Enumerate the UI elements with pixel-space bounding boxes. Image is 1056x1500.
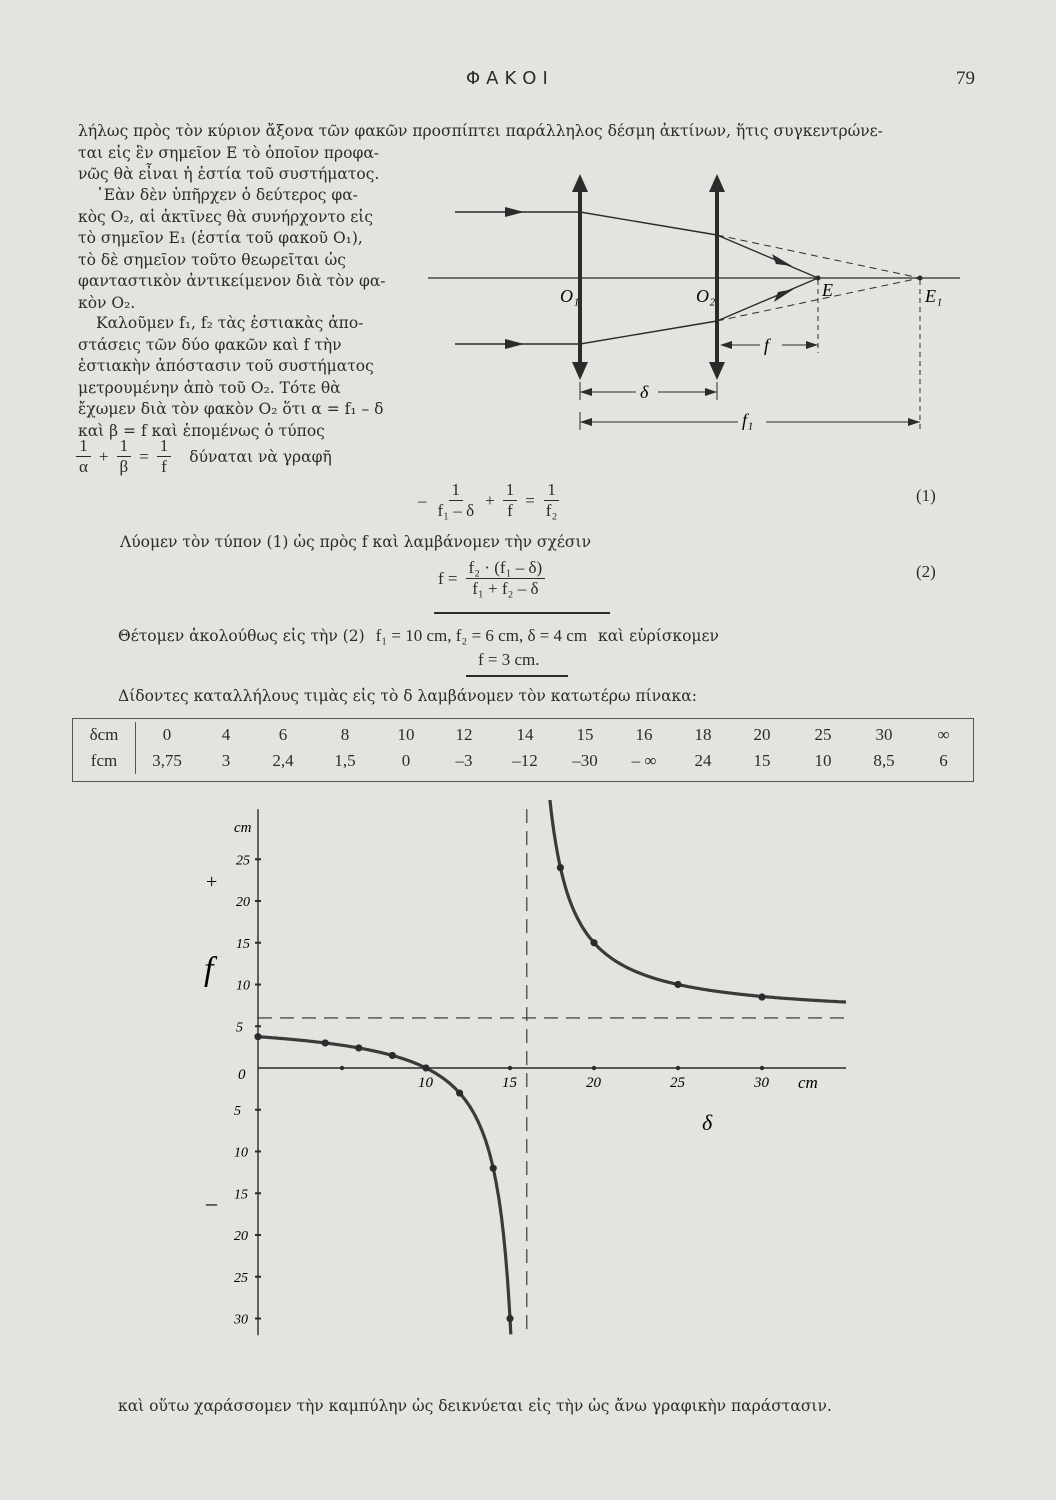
data-point [590,939,597,946]
equation-1-label: (1) [916,486,936,505]
y-tick-label: 20 [236,895,250,910]
table-cell: 30 [875,725,893,744]
text-line: Καλοῦμεν f₁, f₂ τὰς ἑστιακὰς ἀπο- [96,314,364,332]
denominator: α [79,457,88,476]
dimension-arrow [908,418,920,426]
x-tick-mark [760,1066,764,1070]
data-point [389,1052,396,1059]
label-o1: O₁ [560,286,580,306]
table-cell: 10 [814,751,832,770]
equation-2 [438,558,545,599]
text-line: κὸν O₂. [78,293,136,312]
result-underline [466,675,568,677]
final-ray-bottom [717,278,818,321]
y-tick-label: 10 [234,1145,248,1161]
values-table [72,718,974,782]
refracted-ray-top [580,212,717,235]
x-tick-label: 25 [670,1075,685,1091]
final-ray-top [717,235,818,278]
text-line: ται εἰς ἓν σημεῖον E τὸ ὁποῖον προφα- [78,143,380,162]
numerator: 1 [157,436,172,457]
y-tick-label: 10 [236,978,250,994]
table-cell: –12 [512,751,538,770]
dimension-arrow [580,418,592,426]
y-tick-label: 5 [236,1020,243,1036]
table-cell: 6 [278,725,288,744]
formula-continuation: δύναται νὰ γραφῆ [189,447,332,466]
x-axis-title: δ [702,1110,713,1135]
table-cell: 4 [221,725,231,744]
denominator: β [119,457,129,476]
x-unit-label: cm [798,1073,818,1092]
x-tick-mark [340,1066,344,1070]
text-line: καὶ β = f καὶ ἑπομένως ὁ τύπος [78,421,325,440]
y-zero-label: 0 [238,1067,246,1083]
x-tick-mark [592,1066,596,1070]
x-tick-mark [508,1066,512,1070]
data-point [254,1033,261,1040]
text-line: τὸ δὲ σημεῖον τοῦτο θεωρεῖται ὡς [78,250,346,269]
numerator: 1 [544,480,559,501]
equation-2-label: (2) [916,562,936,581]
text-line: ᾿Εὰν δὲν ὑπῆρχεν ὁ δεύτερος φα- [96,186,358,204]
y-tick-label: 20 [234,1229,248,1244]
table-cell: 3,75 [152,751,182,770]
equals-sign: = [525,490,535,510]
virtual-ray-top [717,235,920,278]
plus-sign: + [485,490,495,510]
table-cell: 8 [340,725,350,744]
table-cell: 25 [814,725,832,744]
text-line: φανταστικὸν ἀντικείμενον διὰ τὸν φα- [78,272,386,290]
data-point [674,981,681,988]
label-f: f [764,335,770,355]
table-cell: 12 [455,725,473,744]
y-unit-label: cm [234,820,252,836]
solve-text: Λύομεν τὸν τύπον (1) ὡς πρὸς f καὶ λαμβάνομεν τὴν σχέσιν [120,533,592,551]
lens-o1 [572,174,588,380]
x-tick-label: 15 [502,1075,517,1091]
y-tick-label: 25 [234,1270,248,1286]
page-number: 79 [956,68,975,89]
ray-arrow [505,339,524,349]
table-cell: 16 [635,725,653,744]
y-tick-label: 30 [234,1312,248,1328]
data-point [506,1315,513,1322]
focal-point-e1 [918,276,923,281]
x-tick-mark [676,1066,680,1070]
table-row-label: fcm [73,748,136,774]
lens-o2 [709,174,725,380]
y-axis-title: f [204,951,214,988]
focal-point-e [816,276,821,281]
table-cell: 6 [939,751,948,770]
substitution-result: f = 3 cm. [478,650,540,669]
text-line: ἑστιακὴν ἀπόστασιν τοῦ συστήματος [78,357,374,375]
table-cell: –30 [572,751,598,770]
y-tick-label: 15 [236,936,250,952]
table-cell: 15 [576,725,594,744]
lens-system-diagram [420,168,970,438]
numerator: 1 [117,436,132,457]
table-cell: 0 [401,751,411,770]
text-line: κὸς O₂, αἱ ἀκτῖνες θὰ συνήρχοντο εἰς [78,207,374,226]
substitution-tail: καὶ εὑρίσκομεν [598,627,719,645]
table-cell: 20 [753,725,771,744]
text-line: τὸ σημεῖον E₁ (ἑστία τοῦ φακοῦ O₁), [78,229,363,247]
label-f1: f₁ [742,410,754,430]
table-cell: 15 [753,751,771,770]
denominator: f₁ – δ [437,501,475,520]
table-cell: – ∞ [631,751,657,770]
substitution-line [118,625,719,648]
minus-sign: – [418,490,427,510]
table-row [73,722,973,748]
plus-sign: + [98,446,109,466]
table-row-label: δcm [73,722,136,748]
label-e1: E₁ [925,286,943,306]
y-minus-sign: – [206,1190,217,1215]
ray-arrow [505,207,524,217]
data-point [758,993,765,1000]
substitution-text: Θέτομεν ἀκολούθως εἰς τὴν (2) [118,627,365,645]
denominator: f [161,457,167,476]
table-cell: 2,4 [272,751,294,770]
data-point [422,1064,429,1071]
curve-right-branch [536,800,846,1002]
denominator: f₂ [545,501,558,520]
substitution-values: f₁ = 10 cm, f₂ = 6 cm, δ = 4 cm [375,626,588,645]
table-cell: 18 [694,725,712,744]
label-delta: δ [640,382,649,402]
dimension-arrow [705,388,717,396]
dimension-arrow [580,388,592,396]
footer-text: καὶ οὕτω χαράσσομεν τὴν καμπύλην ὡς δεικνύεται εἰς τὴν ὡς ἄνω γραφικὴν παράστασιν. [118,1397,832,1415]
paragraph-virtual-object [78,185,408,314]
curve-left-branch [258,1037,511,1335]
equation-2-underline [434,612,610,614]
numerator: 1 [449,480,464,501]
text-line: μετρουμένην ἀπὸ τοῦ O₂. Τότε θὰ [78,378,341,397]
y-tick-label: 15 [234,1187,248,1203]
y-tick-label: 5 [234,1103,241,1119]
data-point [322,1039,329,1046]
numerator: 1 [503,480,518,501]
table-cell: 24 [694,751,712,770]
denominator: f [507,501,513,520]
text-line: λήλως πρὸς τὸν κύριον ἄξονα τῶν φακῶν προσπίπτει παράλληλος δέσμη ἀκτίνων, ἥτις συγκεντρώνε- [78,122,883,140]
data-point [557,864,564,871]
text-line: νῶς θὰ εἶναι ἡ ἑστία τοῦ συστήματος. [78,165,380,183]
dimension-arrow [720,341,732,349]
equation-1 [418,480,560,521]
table-cell: 1,5 [334,751,356,770]
table-row [73,748,973,774]
page-header-title: ΦΑΚΟΙ [466,68,554,89]
equals-sign: = [139,446,149,466]
x-tick-label: 20 [586,1075,601,1091]
x-tick-label: 30 [754,1075,769,1091]
label-e: E [822,280,833,300]
table-cell: 3 [221,751,231,770]
table-cell: –3 [455,751,473,770]
table-cell: ∞ [937,725,950,744]
table-cell: 0 [162,725,172,744]
focal-length-graph [180,800,860,1360]
table-intro: Δίδοντες καταλλήλους τιμὰς εἰς τὸ δ λαμβάνομεν τὸν κατωτέρω πίνακα: [118,687,697,705]
ray-arrow [774,289,794,302]
text-line: ἔχωμεν διὰ τὸν φακὸν O₂ ὅτι α = f₁ – δ [78,400,384,418]
equation-2-lhs: f = [438,568,458,588]
lens-formula [76,436,332,477]
table-cell: 14 [516,725,534,744]
data-point [490,1165,497,1172]
x-tick-label: 10 [418,1075,433,1091]
data-point [456,1089,463,1096]
table-cell: 8,5 [873,751,895,770]
refracted-ray-bottom [580,321,717,344]
paragraph-focal-lengths [78,313,408,442]
table-cell: 10 [397,725,415,744]
numerator: f₂ · (f₁ – δ) [466,558,546,579]
label-o2: O₂ [696,286,716,306]
y-tick-label: 25 [236,853,250,869]
numerator: 1 [76,436,91,457]
dimension-arrow [806,341,818,349]
y-plus-sign: + [206,871,218,893]
denominator: f₁ + f₂ – δ [472,579,539,598]
data-point [355,1044,362,1051]
text-line: στάσεις τῶν δύο φακῶν καὶ f τὴν [78,335,342,354]
ray-arrow [772,254,792,266]
